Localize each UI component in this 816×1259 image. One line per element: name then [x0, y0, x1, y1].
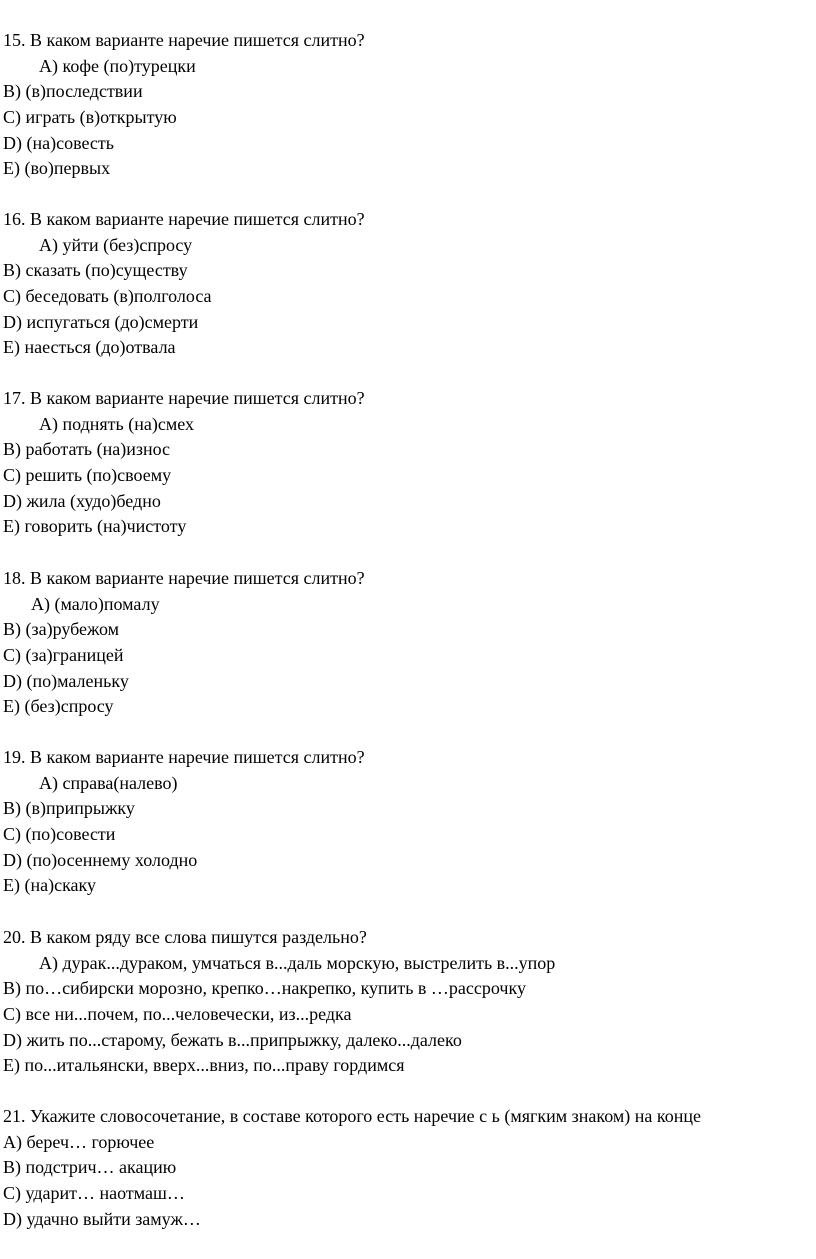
option-b: B) работать (на)износ — [3, 439, 171, 460]
option-e: E) (на)скаку — [3, 875, 97, 896]
option-c: C) ударит… наотмаш… — [3, 1183, 185, 1204]
option-b: B) (в)последствии — [3, 81, 143, 102]
option-d: D) жить по...старому, бежать в...припрыжку, далеко...далеко — [3, 1029, 462, 1050]
question-text: 21. Укажите словосочетание, в составе которого есть наречие с ь (мягким знаком) на конце — [3, 1106, 701, 1126]
option-d: D) (по)маленьку — [3, 670, 129, 691]
question-text: 17. В каком варианте наречие пишется слитно? — [3, 388, 365, 408]
option-c: C) все ни...почем, по...человечески, из...редка — [3, 1004, 352, 1025]
option-a: A) поднять (на)смех — [39, 413, 194, 434]
option-c: C) решить (по)своему — [3, 465, 172, 486]
option-d: D) удачно выйти замуж… — [3, 1208, 201, 1229]
question-15 — [3, 28, 803, 182]
question-17 — [3, 386, 803, 540]
option-b: B) по…сибирски морозно, крепко…накрепко, купить в …рассрочку — [3, 978, 526, 999]
option-a: A) кофе (по)турецки — [39, 55, 196, 76]
option-a: A) справа(налево) — [39, 772, 178, 793]
option-e: E) наесться (до)отвала — [3, 337, 176, 358]
option-d: D) (по)осеннему холодно — [3, 849, 198, 870]
option-b: B) (за)рубежом — [3, 619, 120, 640]
option-d: D) жила (худо)бедно — [3, 490, 161, 511]
option-a: A) дурак...дураком, умчаться в...даль морскую, выстрелить в...упор — [39, 952, 556, 973]
option-d: D) (на)совесть — [3, 132, 114, 153]
question-21 — [3, 1104, 773, 1232]
question-text: 20. В каком ряду все слова пишутся раздельно? — [3, 927, 367, 947]
option-c: C) играть (в)открытую — [3, 107, 177, 128]
question-18 — [3, 566, 803, 720]
option-c: C) (по)совести — [3, 824, 116, 845]
option-c: C) (за)границей — [3, 645, 124, 666]
option-e: E) говорить (на)чистоту — [3, 516, 187, 537]
question-16 — [3, 207, 803, 361]
option-b: B) сказать (по)существу — [3, 260, 188, 281]
option-a: A) уйти (без)спросу — [39, 234, 193, 255]
option-d: D) испугаться (до)смерти — [3, 311, 199, 332]
question-19 — [3, 745, 803, 899]
option-e: E) (во)первых — [3, 158, 111, 179]
question-20 — [3, 925, 803, 1079]
question-text: 16. В каком варианте наречие пишется слитно? — [3, 209, 365, 229]
option-a: A) береч… горючее — [3, 1131, 155, 1152]
option-e: E) по...итальянски, вверх...вниз, по...праву гордимся — [3, 1055, 405, 1076]
option-b: B) (в)припрыжку — [3, 798, 135, 819]
question-text: 15. В каком варианте наречие пишется слитно? — [3, 30, 365, 50]
option-c: C) беседовать (в)полголоса — [3, 286, 212, 307]
question-text: 19. В каком варианте наречие пишется слитно? — [3, 747, 365, 767]
question-text: 18. В каком варианте наречие пишется слитно? — [3, 568, 365, 588]
option-b: B) подстрич… акацию — [3, 1157, 177, 1178]
option-e: E) (без)спросу — [3, 696, 114, 717]
option-a: A) (мало)помалу — [31, 593, 160, 614]
